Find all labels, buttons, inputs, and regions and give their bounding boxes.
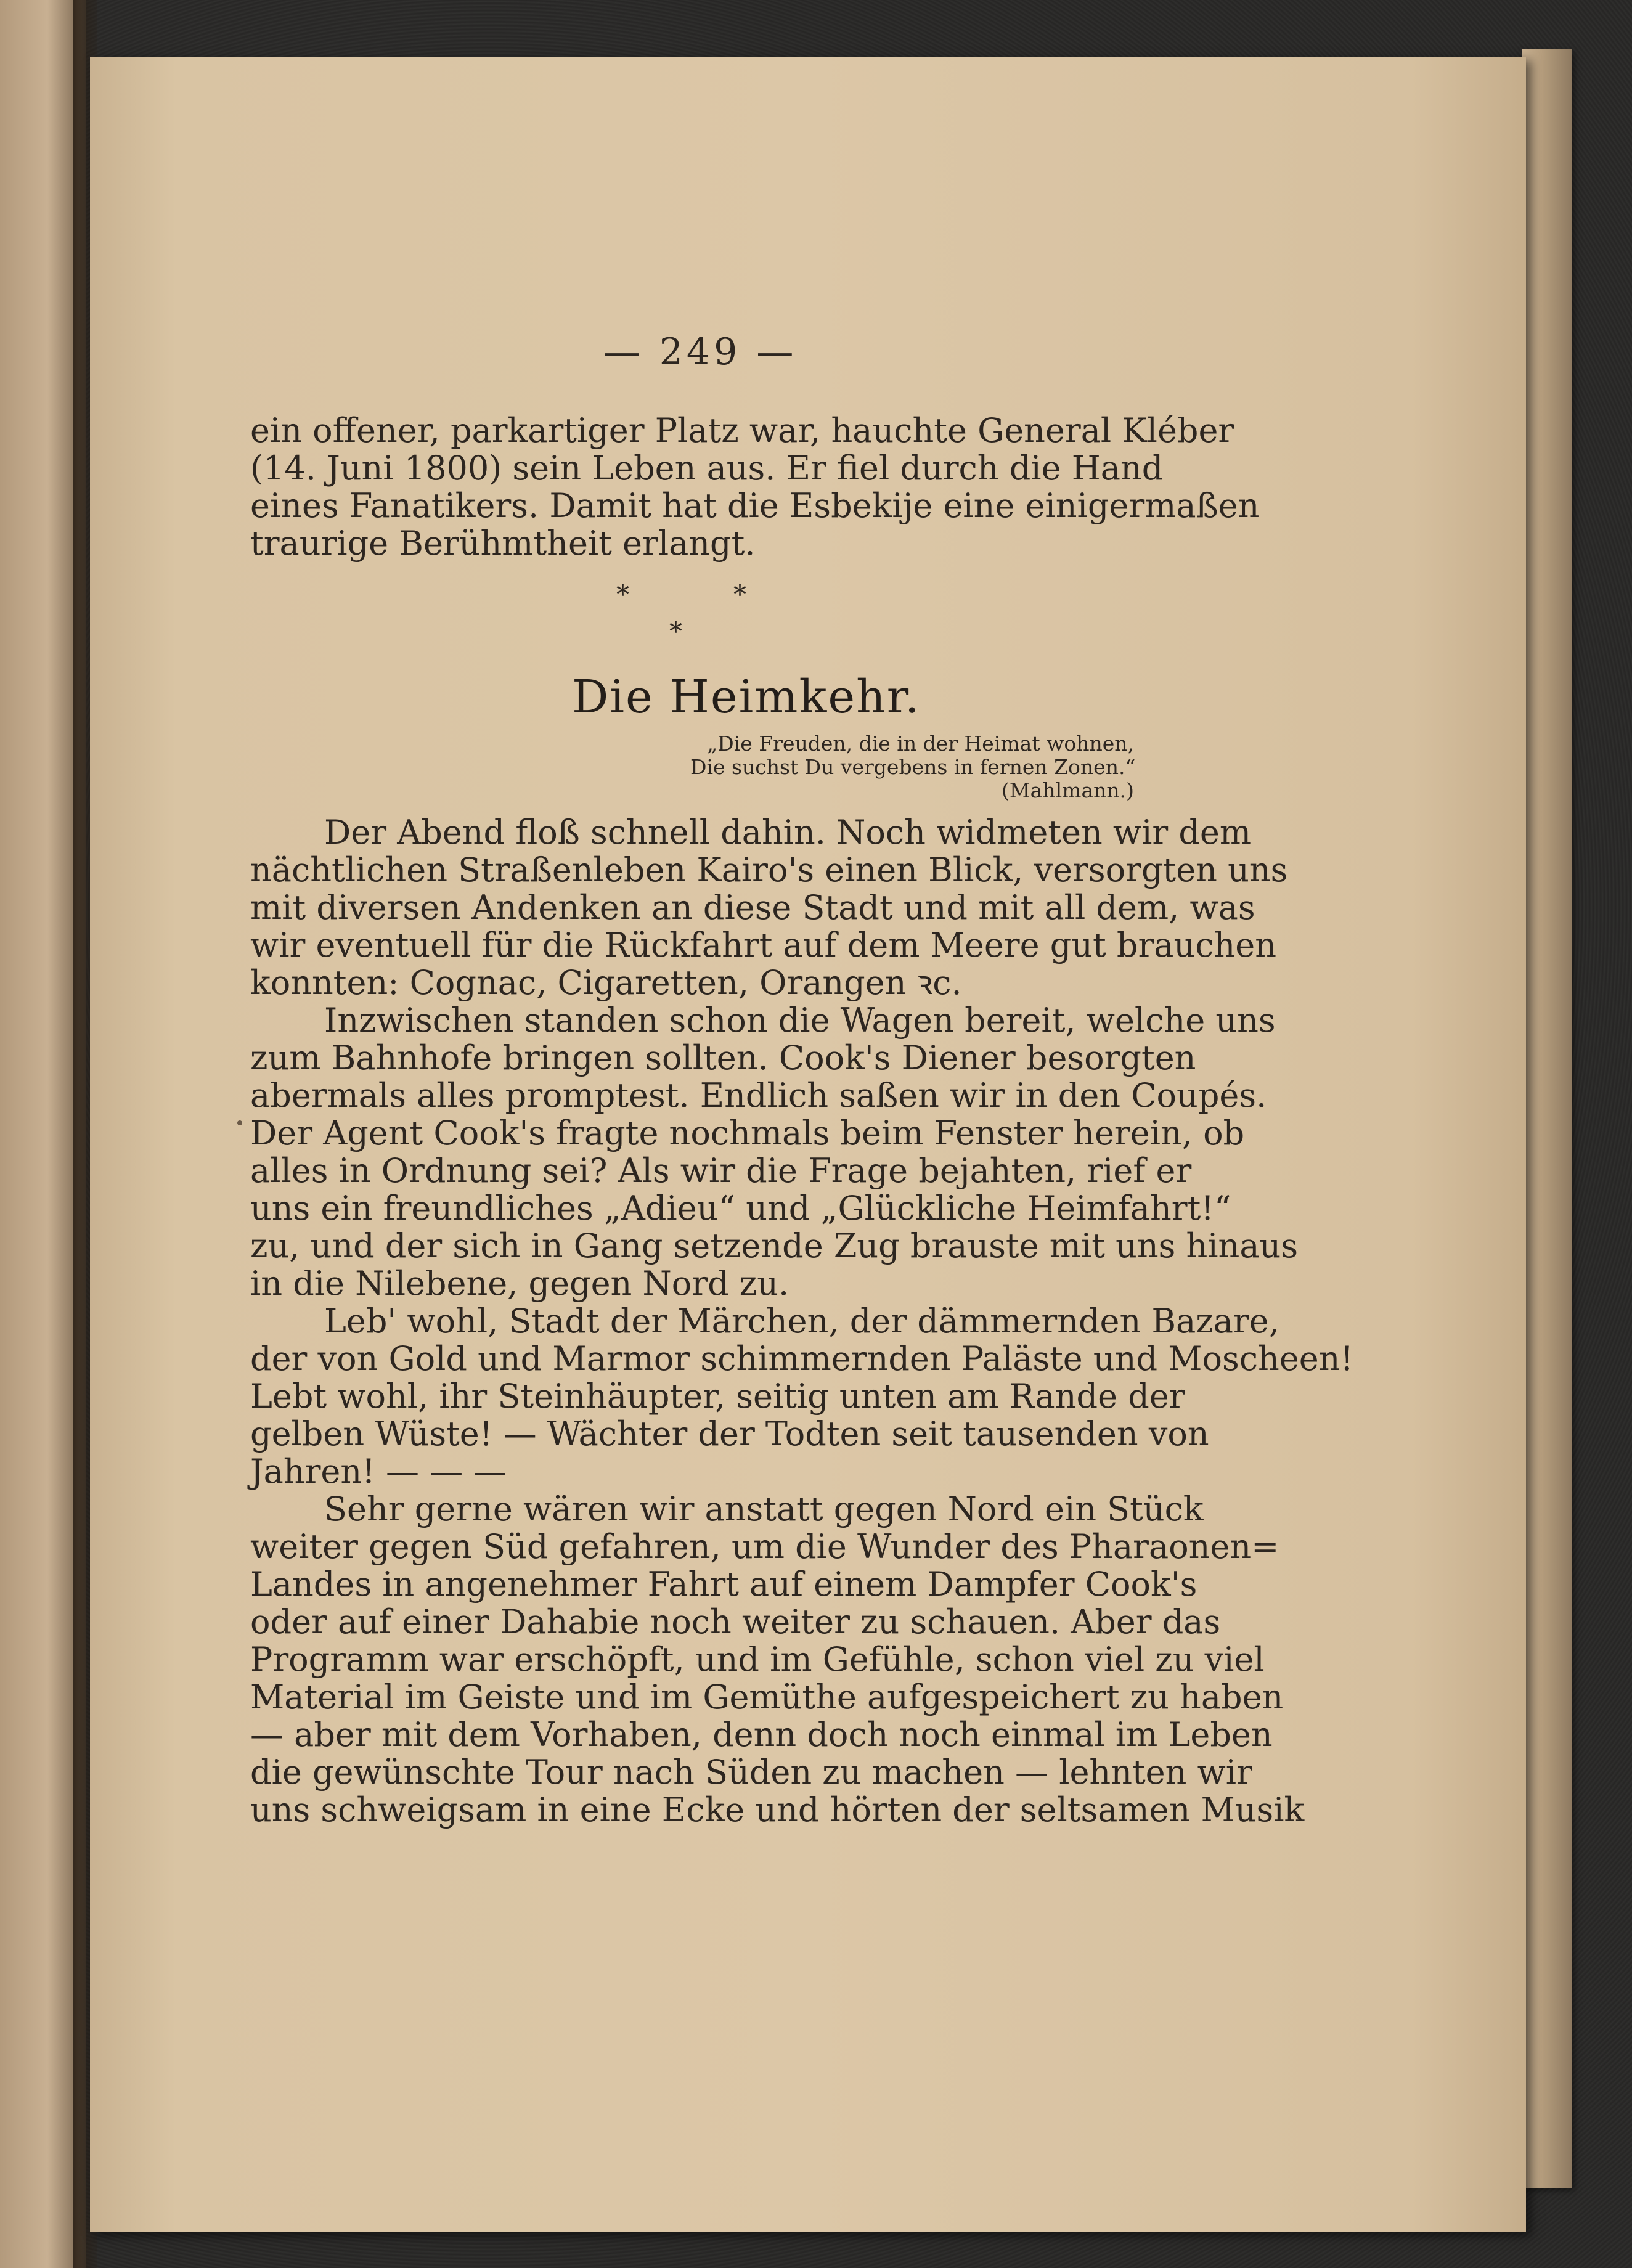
text-line: der von Gold und Marmor schimmernden Paläste und Moscheen! xyxy=(250,1339,1354,1378)
text-line: in die Nilebene, gegen Nord zu. xyxy=(250,1264,789,1303)
text-line: ein offener, parkartiger Platz war, hauchte General Kléber xyxy=(250,411,1234,450)
text-line: Jahren! — — — xyxy=(250,1452,507,1491)
paragraph-2 xyxy=(250,813,1288,1002)
text-line: mit diversen Andenken an diese Stadt und mit all dem, was xyxy=(250,888,1255,927)
epigraph xyxy=(690,732,1134,802)
text-line: uns ein freundliches „Adieu“ und „Glückliche Heimfahrt!“ xyxy=(250,1189,1231,1228)
page-stack-edge xyxy=(1522,49,1572,2188)
text-line: uns schweigsam in eine Ecke und hörten der seltsamen Musik xyxy=(250,1790,1305,1829)
paragraph-4 xyxy=(250,1302,1354,1491)
text-line: zum Bahnhofe bringen sollten. Cook's Diener besorgten xyxy=(250,1038,1196,1077)
text-line: traurige Berühmtheit erlangt. xyxy=(250,524,756,563)
text-line: alles in Ordnung sei? Als wir die Frage bejahten, rief er xyxy=(250,1151,1192,1190)
text-line: weiter gegen Süd gefahren, um die Wunder des Pharaonen= xyxy=(250,1527,1279,1566)
text-line: — aber mit dem Vorhaben, denn doch noch einmal im Leben xyxy=(250,1715,1273,1754)
text-line: Landes in angenehmer Fahrt auf einem Dampfer Cook's xyxy=(250,1565,1197,1604)
epigraph-attribution: (Mahlmann.) xyxy=(1002,778,1134,802)
text-line: zu, und der sich in Gang setzende Zug brauste mit uns hinaus xyxy=(250,1226,1299,1265)
text-line: Der Abend floß schnell dahin. Noch widmeten wir dem xyxy=(324,813,1252,852)
text-line: Programm war erschöpft, und im Gefühle, schon viel zu viel xyxy=(250,1640,1265,1679)
text-line: (14. Juni 1800) sein Leben aus. Er fiel durch die Hand xyxy=(250,449,1164,487)
page-number: — 249 — xyxy=(603,330,798,373)
epigraph-line: „Die Freuden, die in der Heimat wohnen, xyxy=(707,732,1134,756)
paragraph-3 xyxy=(250,1001,1299,1303)
asterisk: * xyxy=(669,616,682,647)
epigraph-line: Die suchst Du vergebens in fernen Zonen.“ xyxy=(690,755,1136,779)
text-line: wir eventuell für die Rückfahrt auf dem Meere gut brauchen xyxy=(250,926,1277,965)
asterisk: * xyxy=(733,579,746,610)
text-line: gelben Wüste! — Wächter der Todten seit tausenden von xyxy=(250,1414,1209,1453)
text-line: oder auf einer Dahabie noch weiter zu schauen. Aber das xyxy=(250,1602,1221,1641)
text-line: Material im Geiste und im Gemüthe aufgespeichert zu haben xyxy=(250,1678,1284,1716)
text-line: Lebt wohl, ihr Steinhäupter, seitig unten am Rande der xyxy=(250,1377,1185,1416)
text-line: eines Fanatikers. Damit hat die Esbekije eine einigermaßen xyxy=(250,486,1260,525)
paper-spot xyxy=(237,1120,242,1125)
text-line: Leb' wohl, Stadt der Märchen, der dämmernden Bazare, xyxy=(324,1302,1279,1340)
text-line: konnten: Cognac, Cigaretten, Orangen ꝛc. xyxy=(250,963,962,1002)
paragraph-5 xyxy=(250,1490,1305,1829)
text-line: die gewünschte Tour nach Süden zu machen — lehnten wir xyxy=(250,1753,1252,1792)
asterisk: * xyxy=(616,579,629,610)
text-line: Sehr gerne wären wir anstatt gegen Nord ein Stück xyxy=(324,1490,1204,1528)
text-line: nächtlichen Straßenleben Kairo's einen Blick, versorgten uns xyxy=(250,851,1288,889)
text-line: Der Agent Cook's fragte nochmals beim Fenster herein, ob xyxy=(250,1114,1245,1152)
paragraph-1 xyxy=(250,411,1260,563)
text-line: abermals alles promptest. Endlich saßen wir in den Coupés. xyxy=(250,1076,1267,1115)
chapter-heading: Die Heimkehr. xyxy=(572,671,921,724)
text-line: Inzwischen standen schon die Wagen bereit, welche uns xyxy=(324,1001,1276,1040)
